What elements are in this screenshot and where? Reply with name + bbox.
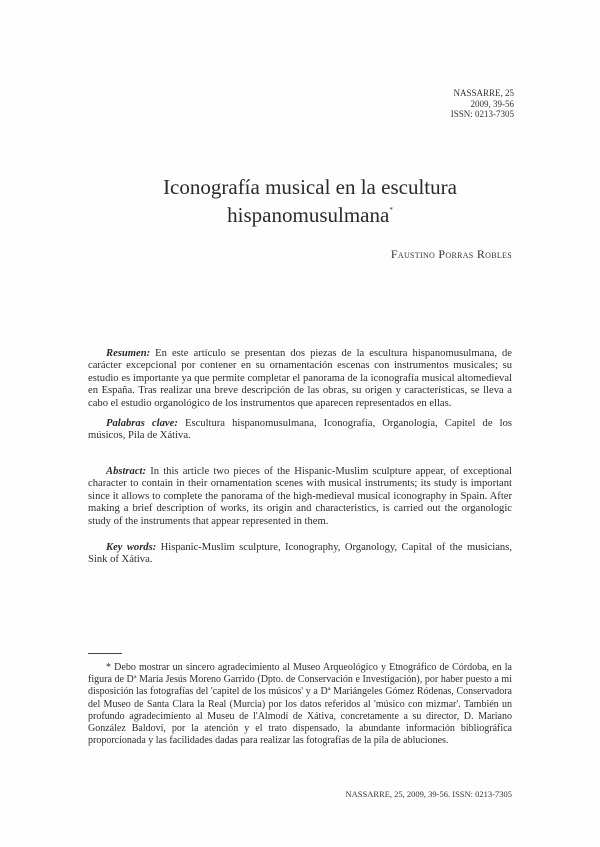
key-words-label: Key words: bbox=[106, 542, 157, 553]
resumen-label: Resumen: bbox=[106, 348, 151, 359]
footnote-separator bbox=[88, 653, 122, 654]
article-title bbox=[140, 176, 480, 227]
resumen-text: En este artículo se presentan dos piezas de la escultura hispanomusulmana, de carácter excepcional por contener en su ornamentación escenas con instrumentos musicales; su estudio es importante ya que permite completar el panorama de la iconografía musical altomedieval en España. Tras realizar una breve descripción de las obras, su origen y características, se lleva a cabo el estudio organológico de los instrumentos que aparecen representados en ellas. bbox=[88, 348, 512, 409]
title-line-2 bbox=[140, 199, 480, 227]
footnote-mark[interactable]: * bbox=[389, 206, 393, 214]
palabras-clave-label: Palabras clave: bbox=[106, 418, 178, 429]
footnote-text: * Debo mostrar un sincero agradecimiento al Museo Arqueológico y Etnográfico de Córdoba, en la figura de Dª María Jesús Moreno Garrido (Dpto. de Conservación e Investigación), por haber puesto a mi disposición las fotografías del 'capitel de los músicos' y a Dª Mariángeles Gómez Ródenas, Conservadora del Museo de Santa Clara la Real (Murcia) por los datos referidos al 'músico con mizmar'. También un profundo agradecimiento al Museu de l'Almodí de Xátiva, concretamente a su director, D. Mariano González Baldoví, por la atención y el trato dispensado, la abundante información bibliográfica proporcionada y las facilidades dadas para realizar las fotografías de la pila de abluciones. bbox=[88, 662, 512, 747]
key-words-section bbox=[88, 542, 512, 567]
key-words-text: Hispanic-Muslim sculpture, Iconography, Organology, Capital of the musicians, Sink of Xátiva. bbox=[88, 542, 512, 566]
abstract-section bbox=[88, 466, 512, 528]
palabras-clave-text: Escultura hispanomusulmana, Iconografía, Organología, Capitel de los músicos, Pila de Xátiva. bbox=[88, 418, 513, 442]
issn: ISSN: 0213-7305 bbox=[450, 109, 514, 119]
title-line-1: Iconografía musical en la escultura bbox=[163, 175, 457, 199]
running-header bbox=[451, 88, 514, 120]
palabras-clave-section bbox=[88, 418, 512, 443]
abstract-label: Abstract: bbox=[106, 466, 147, 477]
footnote bbox=[88, 662, 512, 747]
year-pages: 2009, 39-56 bbox=[470, 98, 514, 109]
running-footer: NASSARRE, 25, 2009, 39-56. ISSN: 0213-7305 bbox=[345, 789, 512, 799]
resumen-section bbox=[88, 348, 512, 410]
journal-issue: NASSARRE, 25 bbox=[453, 88, 514, 98]
title-line-2-text: hispanomusulmana bbox=[227, 203, 390, 227]
abstract-text: In this article two pieces of the Hispanic-Muslim sculpture appear, of exceptional character to contain in their ornamentation scenes with musical instruments; its study is important since it allows to complete the panorama of the high-medieval musical iconography in Spain. After making a brief description of works, its origin and characteristics, is carried out the organologic study of the instruments that appear represented in them. bbox=[88, 466, 512, 527]
author-name: Faustino Porras Robles bbox=[390, 247, 512, 261]
